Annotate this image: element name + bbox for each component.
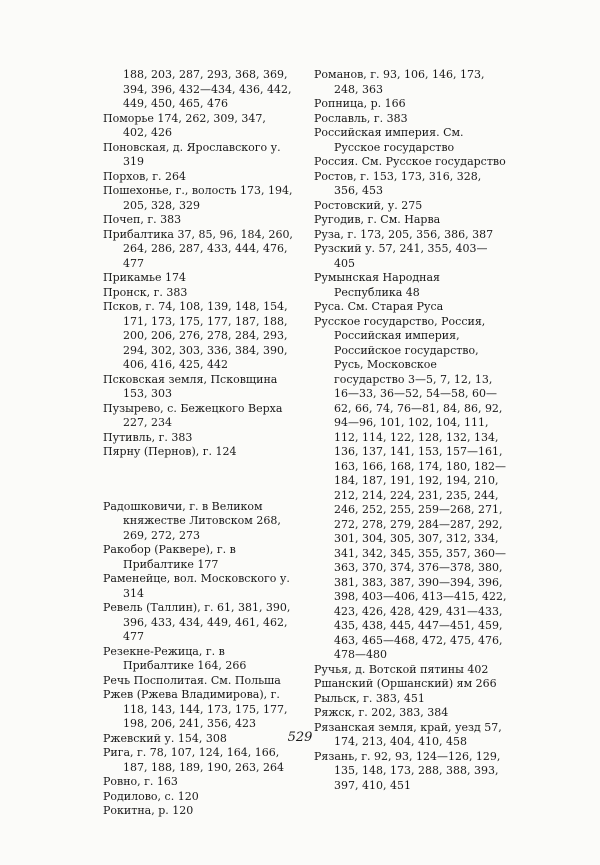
section-gap bbox=[103, 460, 293, 500]
index-entry bbox=[314, 199, 508, 214]
index-entry bbox=[103, 775, 293, 790]
index-entry bbox=[103, 688, 293, 732]
index-entry-text: Рыльск, г. 383, 451 bbox=[314, 691, 425, 705]
index-entry bbox=[103, 68, 293, 112]
index-entry-text: Ругодив, г. См. Нарва bbox=[314, 213, 441, 226]
index-entry-text: Рязанская земля, край, уезд 57, 174, 213, 404, 410, 458 bbox=[314, 720, 502, 748]
index-entry bbox=[103, 804, 293, 819]
index-entry-text: Ростов, г. 153, 173, 316, 328, 356, 453 bbox=[314, 169, 482, 197]
index-entry-text: Ршанский (Оршанский) ям 266 bbox=[314, 677, 497, 690]
index-entry-text: Ропница, р. 166 bbox=[314, 97, 406, 110]
index-entry bbox=[314, 750, 508, 794]
index-entry bbox=[314, 300, 508, 315]
index-entry bbox=[314, 155, 508, 170]
index-entry-text: Русское государство, Россия, Российская империя, Российское государство, Русь, Московское государство 3—5, 7, 12, 13, 16—33, 36—52, 54—58, 60—62, 66, 74, 76—81, 84, 86, 92, 94—96, 101, 102, 104, 111, 112, 114, 122, 128, 132, 134, 136, 137, 141, 153, 157—161, 163, 166, 168, 174, 180, 182—184, 187, 191, 192, 194, 210, 212, 214, 224, 231, 235, 244, 246, 252, 255, 259—268, 271, 272, 278, 279, 284—287, 292, 301, 304, 305, 307, 312, 334, 341, 342, 345, 355, 357, 360—363, 370, 374, 376—378, 380, 381, 383, 387, 390—394, 396, 398, 403—406, 413—415, 422, 423, 426, 428, 429, 431—433, 435, 438, 445, 447—451, 459, 463, 465—468, 472, 475, 476, 478—480 bbox=[314, 314, 507, 661]
index-entry bbox=[103, 572, 293, 601]
index-entry-text: Романов, г. 93, 106, 146, 173, 248, 363 bbox=[314, 68, 485, 96]
index-entry-text: Рославль, г. 383 bbox=[314, 111, 408, 125]
index-entry-text: Рига, г. 78, 107, 124, 164, 166, 187, 188, 189, 190, 263, 264 bbox=[103, 746, 284, 774]
index-entry bbox=[103, 645, 293, 674]
index-entry bbox=[103, 431, 293, 446]
index-entry bbox=[103, 402, 293, 431]
index-entry-text: Почеп, г. 383 bbox=[103, 213, 182, 226]
index-entry bbox=[103, 286, 293, 301]
index-entry-text: Пярну (Пернов), г. 124 bbox=[103, 445, 237, 458]
index-entry-text: Поморье 174, 262, 309, 347, 402, 426 bbox=[103, 111, 266, 139]
index-entry bbox=[103, 674, 293, 689]
index-entry-text: Ровно, г. 163 bbox=[103, 775, 178, 788]
index-entry bbox=[103, 213, 293, 228]
index-entry-text: Радошковичи, г. в Великом княжестве Литовском 268, 269, 272, 273 bbox=[103, 499, 281, 542]
index-entry bbox=[103, 543, 293, 572]
index-entry bbox=[103, 500, 293, 544]
index-entry-text: Псков, г. 74, 108, 139, 148, 154, 171, 173, 175, 177, 187, 188, 200, 206, 276, 278, 284, 293, 294, 302, 303, 336, 384, 390, 406, 416, 425, 442 bbox=[103, 300, 288, 371]
index-entry-text: Рузский у. 57, 241, 355, 403—405 bbox=[314, 242, 488, 270]
index-entry-text: Поновская, д. Ярославского у. 319 bbox=[103, 140, 281, 168]
index-entry-text: Ряжск, г. 202, 383, 384 bbox=[314, 706, 449, 719]
index-entry-text: Ревель (Таллин), г. 61, 381, 390, 396, 433, 434, 449, 461, 462, 477 bbox=[103, 601, 291, 643]
index-entry bbox=[314, 271, 508, 300]
index-entry bbox=[314, 663, 508, 678]
index-entry bbox=[103, 141, 293, 170]
index-entry bbox=[314, 692, 508, 707]
index-entry bbox=[314, 213, 508, 228]
index-entry bbox=[314, 228, 508, 243]
index-entry bbox=[314, 68, 508, 97]
index-entry-text: Путивль, г. 383 bbox=[103, 430, 193, 444]
index-entry-text: Родилово, с. 120 bbox=[103, 789, 199, 803]
index-entry bbox=[314, 126, 508, 155]
index-entry bbox=[314, 112, 508, 127]
index-entry bbox=[103, 445, 293, 460]
index-entry-text: Прибалтика 37, 85, 96, 184, 260, 264, 286, 287, 433, 444, 476, 477 bbox=[103, 227, 293, 270]
index-entry-text: Ракобор (Раквере), г. в Прибалтике 177 bbox=[103, 543, 236, 571]
index-entry bbox=[103, 373, 293, 402]
index-entry bbox=[103, 271, 293, 286]
index-entry bbox=[103, 601, 293, 645]
index-entry bbox=[103, 228, 293, 272]
index-entry bbox=[103, 184, 293, 213]
index-entry bbox=[314, 170, 508, 199]
index-entry bbox=[103, 112, 293, 141]
right-column bbox=[314, 68, 508, 793]
index-entry-text: 188, 203, 287, 293, 368, 369, 394, 396, 432—434, 436, 442, 449, 450, 465, 476 bbox=[123, 68, 292, 110]
index-entry bbox=[314, 97, 508, 112]
index-entry-text: Речь Посполитая. См. Польша bbox=[103, 673, 281, 687]
index-entry-text: Ржев (Ржева Владимирова), г. 118, 143, 144, 173, 175, 177, 198, 206, 241, 356, 423 bbox=[103, 688, 288, 730]
index-entry-text: Псковская земля, Псковщина 153, 303 bbox=[103, 372, 278, 400]
index-entry bbox=[103, 300, 293, 373]
index-entry bbox=[314, 677, 508, 692]
index-entry-text: Российская империя. См. Русское государство bbox=[314, 126, 464, 154]
index-entry-text: Рязань, г. 92, 93, 124—126, 129, 135, 148, 173, 288, 388, 393, 397, 410, 451 bbox=[314, 749, 501, 792]
index-entry bbox=[103, 746, 293, 775]
index-entry-text: Пронск, г. 383 bbox=[103, 285, 188, 299]
index-entry-text: Рокитна, р. 120 bbox=[103, 804, 194, 817]
index-entry-text: Ручья, д. Вотской пятины 402 bbox=[314, 662, 489, 676]
index-entry-text: Раменейце, вол. Московского у. 314 bbox=[103, 572, 290, 600]
left-column bbox=[103, 68, 293, 819]
index-entry-text: Россия. См. Русское государство bbox=[314, 155, 506, 168]
index-entry bbox=[103, 790, 293, 805]
index-entry-text: Румынская Народная Республика 48 bbox=[314, 271, 440, 299]
index-entry-text: Порхов, г. 264 bbox=[103, 169, 187, 183]
index-entry-text: Руза, г. 173, 205, 356, 386, 387 bbox=[314, 227, 494, 241]
index-entry-text: Резекне-Режица, г. в Прибалтике 164, 266 bbox=[103, 644, 247, 672]
index-entry bbox=[314, 706, 508, 721]
index-entry-text: Пузырево, с. Бежецкого Верха 227, 234 bbox=[103, 401, 283, 429]
index-entry-text: Руса. См. Старая Руса bbox=[314, 300, 444, 313]
index-entry bbox=[314, 242, 508, 271]
index-entry-text: Прикамье 174 bbox=[103, 271, 186, 284]
index-entry-text: Ржевский у. 154, 308 bbox=[103, 731, 227, 745]
index-entry bbox=[314, 315, 508, 663]
page-number: 529 bbox=[287, 730, 313, 745]
index-entry bbox=[103, 170, 293, 185]
index-entry-text: Ростовский, у. 275 bbox=[314, 198, 423, 212]
index-entry-text: Пошехонье, г., волость 173, 194, 205, 328, 329 bbox=[103, 184, 293, 212]
